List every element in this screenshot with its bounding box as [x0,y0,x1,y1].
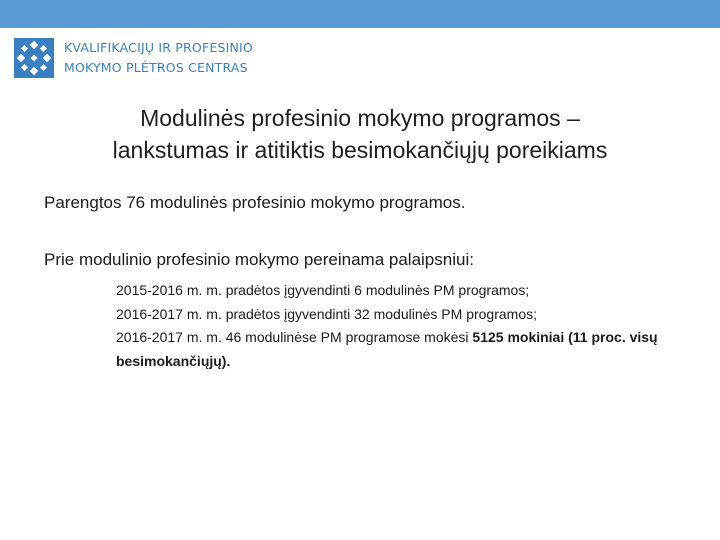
top-accent-bar [0,0,720,28]
logo-line-1: KVALIFIKACIJŲ IR PROFESINIO [64,40,253,55]
logo-text [64,38,253,78]
list-item: 2016-2017 m. m. pradėtos įgyvendinti 32 modulinės PM programos; [116,305,537,322]
paragraph-transition: Prie modulinio profesinio mokymo pereinama palaipsniui: [44,250,474,269]
paragraph-programs-count: Parengtos 76 modulinės profesinio mokymo programos. [44,193,466,212]
list-item-text: 2016-2017 m. m. 46 modulinėse PM programose mokėsi [116,329,473,345]
slide-title-line-2: lankstumas ir atitiktis besimokančiųjų poreikiams [112,137,608,163]
slide-title [0,102,720,166]
list-item-highlight: 5125 mokiniai (11 proc. visų besimokančiųjų). [116,329,658,369]
logo-line-2: MOKYMO PLĖTROS CENTRAS [64,60,248,75]
slide-title-line-1: Modulinės profesinio mokymo programos – [140,105,580,131]
transition-list [116,279,676,373]
list-item: 2015-2016 m. m. pradėtos įgyvendinti 6 modulinės PM programos; [116,282,530,298]
list-item [116,326,676,373]
kpmpc-logo-icon [14,38,54,78]
organization-logo [14,38,253,78]
